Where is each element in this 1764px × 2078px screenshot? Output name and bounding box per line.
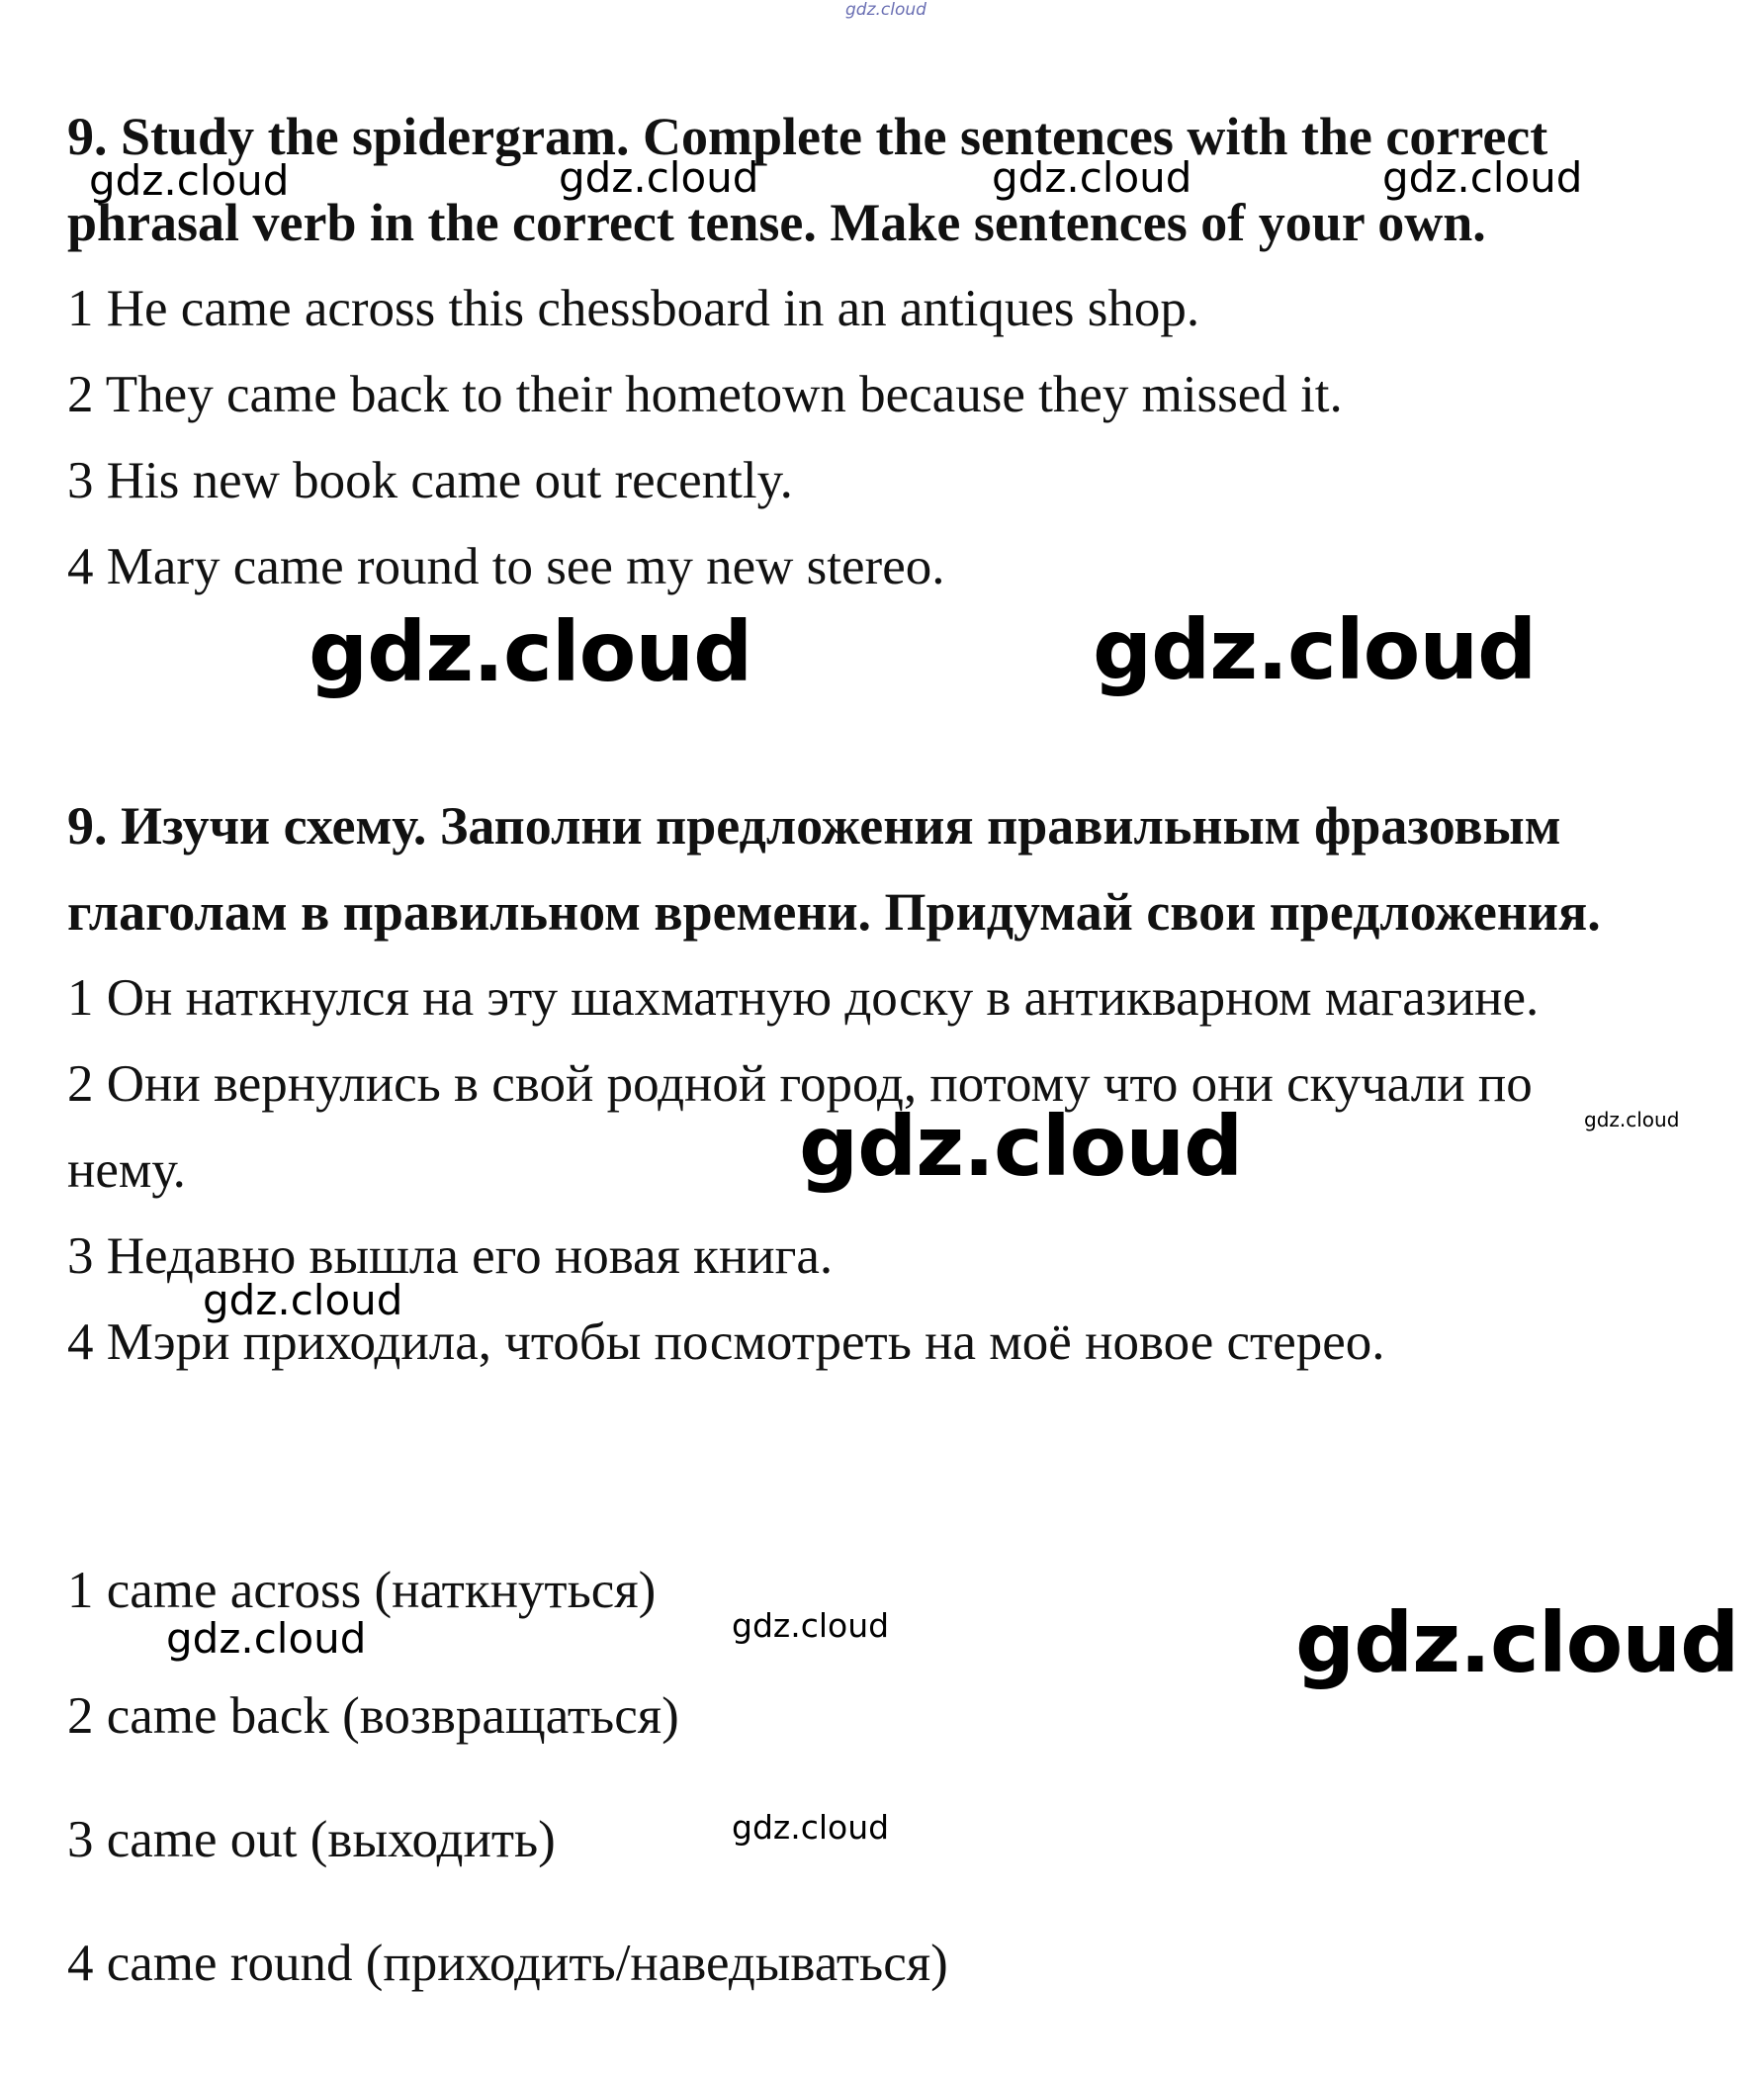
russian-sentence-2-continued: нему.: [67, 1141, 186, 1199]
english-heading-line1: 9. Study the spidergram. Complete the sentences with the correct: [67, 107, 1548, 166]
watermark: gdz.cloud: [732, 1606, 890, 1645]
russian-heading-line2: глаголам в правильном времени. Придумай свои предложения.: [67, 882, 1601, 942]
watermark: gdz.cloud: [203, 1276, 403, 1324]
watermark: gdz.cloud: [992, 153, 1192, 202]
vocabulary-item-2: 2 came back (возвращаться): [67, 1687, 679, 1745]
english-heading-line2: phrasal verb in the correct tense. Make sentences of your own.: [67, 193, 1486, 252]
russian-sentence-2: 2 Они вернулись в свой родной город, потому что они скучали по: [67, 1055, 1533, 1113]
vocabulary-item-1: 1 came across (наткнуться): [67, 1562, 657, 1619]
english-sentence-3: 3 His new book came out recently.: [67, 452, 793, 509]
english-sentence-4: 4 Mary came round to see my new stereo.: [67, 538, 945, 595]
watermark: gdz.cloud: [799, 1098, 1243, 1195]
watermark: gdz.cloud: [309, 603, 752, 700]
vocabulary-item-4: 4 came round (приходить/наведываться): [67, 1935, 948, 1992]
russian-sentence-4: 4 Мэри приходила, чтобы посмотреть на моё новое стерео.: [67, 1313, 1385, 1371]
russian-heading-line1: 9. Изучи схему. Заполни предложения правильным фразовым: [67, 796, 1561, 856]
watermark: gdz.cloud: [732, 1808, 890, 1847]
vocabulary-item-3: 3 came out (выходить): [67, 1811, 556, 1868]
watermark: gdz.cloud: [559, 153, 759, 202]
english-sentence-1: 1 He came across this chessboard in an antiques shop.: [67, 280, 1200, 337]
watermark: gdz.cloud: [89, 156, 290, 205]
russian-sentence-3: 3 Недавно вышла его новая книга.: [67, 1227, 834, 1285]
english-sentence-2: 2 They came back to their hometown because they missed it.: [67, 366, 1343, 423]
russian-sentence-1: 1 Он наткнулся на эту шахматную доску в антикварном магазине.: [67, 969, 1540, 1027]
watermark: gdz.cloud: [1382, 153, 1583, 202]
watermark-top: gdz.cloud: [845, 0, 926, 20]
watermark: gdz.cloud: [166, 1614, 367, 1663]
watermark: gdz.cloud: [1093, 601, 1537, 698]
watermark: gdz.cloud: [1295, 1594, 1739, 1691]
watermark: gdz.cloud: [1584, 1108, 1680, 1131]
